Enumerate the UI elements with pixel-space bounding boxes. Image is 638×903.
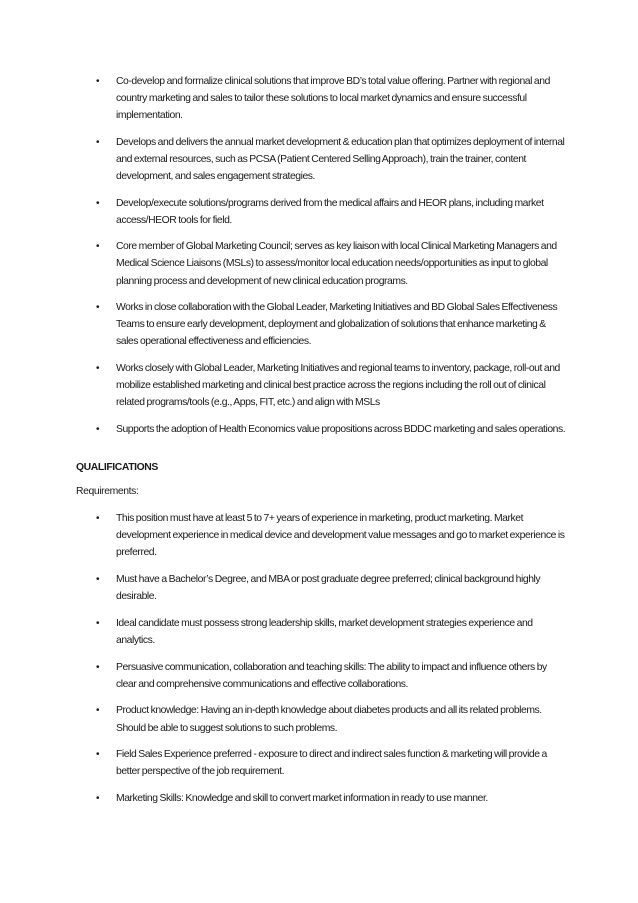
bullet-icon: • — [96, 661, 100, 673]
bullet-icon: • — [96, 617, 100, 629]
list-item-text: Core member of Global Marketing Council; serves as key liaison with local Clinical Marketing Managers and Medical Science Liaisons (MSLs) to assess/monitor local education needs/opportunities as input to global planning process and development of new clinical education programs. — [116, 241, 557, 287]
bullet-icon: • — [96, 423, 100, 435]
bullet-icon: • — [96, 749, 100, 761]
list-item-text: Works in close collaboration with the Global Leader, Marketing Initiatives and BD Global Sales Effectiveness Teams to ensure early development, deployment and globalization of solutions that enhance marketing & sales operational effectiveness and efficiencies. — [116, 301, 558, 348]
list-item — [96, 195, 566, 229]
list-item — [96, 790, 566, 807]
list-item — [96, 571, 566, 605]
requirements-subheading: Requirements: — [76, 486, 139, 497]
bullet-icon: • — [96, 792, 100, 804]
list-item-text: Develops and delivers the annual market development & education plan that optimizes deployment of internal and external resources, such as PCSA (Patient Centered Selling Approach), train the trainer, content development, and sales engagement strategies. — [116, 136, 565, 183]
list-item-text: Marketing Skills: Knowledge and skill to convert market information in ready to use manner. — [116, 792, 488, 804]
list-item-text: Ideal candidate must possess strong leadership skills, market development strategies experience and analytics. — [116, 617, 533, 646]
list-item — [96, 659, 566, 693]
bullet-icon: • — [96, 301, 100, 313]
bullet-icon: • — [96, 241, 100, 253]
list-item — [96, 510, 566, 562]
list-item-text: Supports the adoption of Health Economics value propositions across BDDC marketing and sales operations. — [116, 423, 566, 435]
qualifications-heading: QUALIFICATIONS — [76, 462, 158, 473]
list-item — [96, 421, 566, 438]
list-item — [96, 134, 566, 186]
list-item-text: Field Sales Experience preferred - exposure to direct and indirect sales function & marketing will provide a better perspective of the job requirement. — [116, 749, 547, 778]
bullet-icon: • — [96, 362, 100, 374]
list-item-text: This position must have at least 5 to 7+ years of experience in marketing, product marketing. Market development experience in medical device and development value messages and go to market experience is preferred. — [116, 513, 565, 559]
list-item-text: Persuasive communication, collaboration and teaching skills: The ability to impact and influence others by clear and comprehensive communications and effective collaborations. — [116, 661, 547, 690]
bullet-icon: • — [96, 136, 100, 148]
bullet-icon: • — [96, 513, 100, 524]
list-item — [96, 299, 566, 351]
list-item — [96, 360, 566, 412]
requirements-list — [96, 510, 566, 817]
list-item — [96, 73, 566, 125]
list-item — [96, 238, 566, 290]
bullet-icon: • — [96, 705, 100, 717]
list-item-text: Develop/execute solutions/programs derived from the medical affairs and HEOR plans, including market access/HEOR tools for field. — [116, 197, 544, 226]
list-item — [96, 615, 566, 649]
bullet-icon: • — [96, 76, 100, 87]
list-item-text: Works closely with Global Leader, Marketing Initiatives and regional teams to inventory, package, roll-out and mobilize established marketing and clinical best practice across the regions including the roll out of clinical related programs/tools (e.g., Apps, FIT, etc.) and align with MSLs — [116, 362, 560, 409]
list-item-text: Must have a Bachelor’s Degree, and MBA or post graduate degree preferred; clinical background highly desirable. — [116, 574, 541, 603]
bullet-icon: • — [96, 574, 100, 585]
bullet-icon: • — [96, 197, 100, 209]
responsibilities-list — [96, 73, 566, 447]
list-item-text: Product knowledge: Having an in-depth knowledge about diabetes products and all its related problems. Should be able to suggest solutions to such problems. — [116, 705, 542, 734]
list-item-text: Co-develop and formalize clinical solutions that improve BD’s total value offering. Partner with regional and country marketing and sales to tailor these solutions to local market dynamics and ensure successful implementation. — [116, 76, 550, 122]
list-item — [96, 746, 566, 780]
list-item — [96, 702, 566, 736]
